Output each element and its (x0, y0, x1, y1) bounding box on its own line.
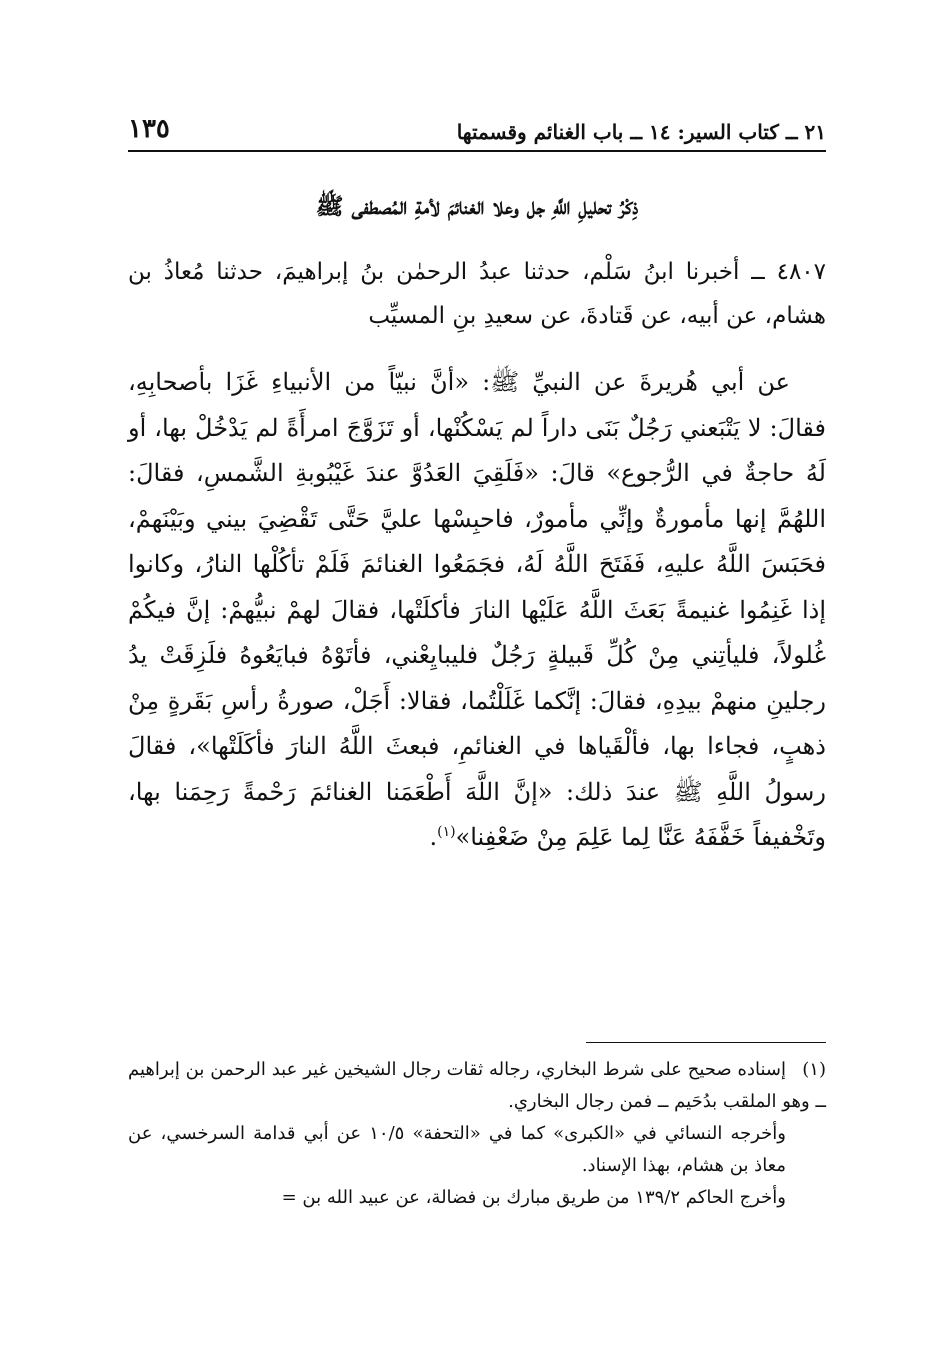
hadith-isnad (128, 250, 826, 338)
page-header (128, 104, 826, 144)
footnotes (128, 1054, 826, 1214)
running-head: ٢١ ــ كتاب السير: ١٤ ــ باب الغنائم وقسمتها (456, 120, 826, 144)
footnote-reference[interactable]: (١) (437, 824, 456, 840)
header-rule (128, 150, 826, 152)
chapter-title: ذِكْرُ تحليلِ اللَّهِ جل وعلا الغنائمَ لأمةِ المُصطفى ﷺ (315, 193, 639, 220)
footnote-line: وأخرجه النسائي في «الكبرى» كما في «التحفة» ١٠/٥ عن أبي قدامة السرخسي، عن معاذ بن هشام، بهذا الإسناد. (128, 1123, 786, 1176)
matn-ending: . (429, 823, 438, 851)
footnote-item (128, 1054, 826, 1118)
matn-text: عن أبي هُريرةَ عن النبيِّ ﷺ: «أنَّ نبيّاً من الأنبياءِ غَزَا بأصحابِهِ، فقالَ: لا يَتْبَعني رَجُلٌ بَنَى داراً لم يَسْكُنْها، أو تَزَوَّجَ امرأَةً لم يَدْخُلْ بها، أو لَهُ حاجةٌ في الرُّجوع» قالَ: «فَلَقِيَ العَدُوَّ عندَ غَيْبُوبةِ الشَّمسِ، فقالَ: اللهُمَّ إنها مأمورةٌ وإنِّي مأمورٌ، فاحبِسْها عليَّ حَتَّى تَقْضِيَ بيني وبَيْنَهمْ، فحَبَسَ اللَّهُ عليهِ، فَفَتَحَ اللَّهُ لَهُ، فجَمَعُوا الغنائمَ فَلَمْ تأكُلْها النارُ، وكانوا إذا غَنِمُوا غنيمةً بَعَثَ اللَّهُ عَلَيْها النارَ فأكلَتْها، فقالَ لهمْ نبيُّهمْ: إنَّ فيكُمْ غُلولاً، فليأتِني مِنْ كُلِّ قَبيلةٍ رَجُلٌ فليبايِعْني، فأتَوْهُ فبايَعُوهُ فلَزِقَتْ يدُ رجلينِ منهمْ بيدِهِ، فقالَ: إنَّكما غَلَلْتُما، فقالا: أَجَلْ، صورةُ رأسِ بَقَرةٍ مِنْ ذهبٍ، فجاءا بها، فألْقَياها في الغنائمِ، فبعثَ اللَّهُ النارَ فأكَلَتْها»، فقالَ رسولُ اللَّهِ ﷺ عندَ ذلك: «إنَّ اللَّهَ أَطْعَمَنا الغنائمَ رَحْمةً رَحِمَنا بها، وتَخْفيفاً خَفَّفَهُ عَنَّا لِما عَلِمَ مِنْ ضَعْفِنا» (128, 368, 826, 851)
footnote-line: وأخرج الحاكم ١٣٩/٢ من طريق مبارك بن فضالة، عن عبيد الله بن = (281, 1187, 786, 1208)
isnad-text: ــ أخبرنا ابنُ سَلْم، حدثنا عبدُ الرحمٰن بنُ إبراهيمَ، حدثنا مُعاذُ بن هشام، عن أبيه، عن قَتادةَ، عن سعيدِ بنِ المسيِّب (128, 259, 826, 329)
footnote-line: إسناده صحيح على شرط البخاري، رجاله ثقات رجال الشيخين غير عبد الرحمن بن إبراهيم ــ وهو الملقب بدُحَيم ــ فمن رجال البخاري. (128, 1059, 826, 1112)
footnote-divider (586, 1042, 826, 1043)
hadith-number: ٤٨٠٧ (776, 259, 827, 285)
hadith-text (128, 360, 826, 861)
page-number: ١٣٥ (128, 114, 170, 144)
footnote-marker: (١) (802, 1059, 826, 1080)
